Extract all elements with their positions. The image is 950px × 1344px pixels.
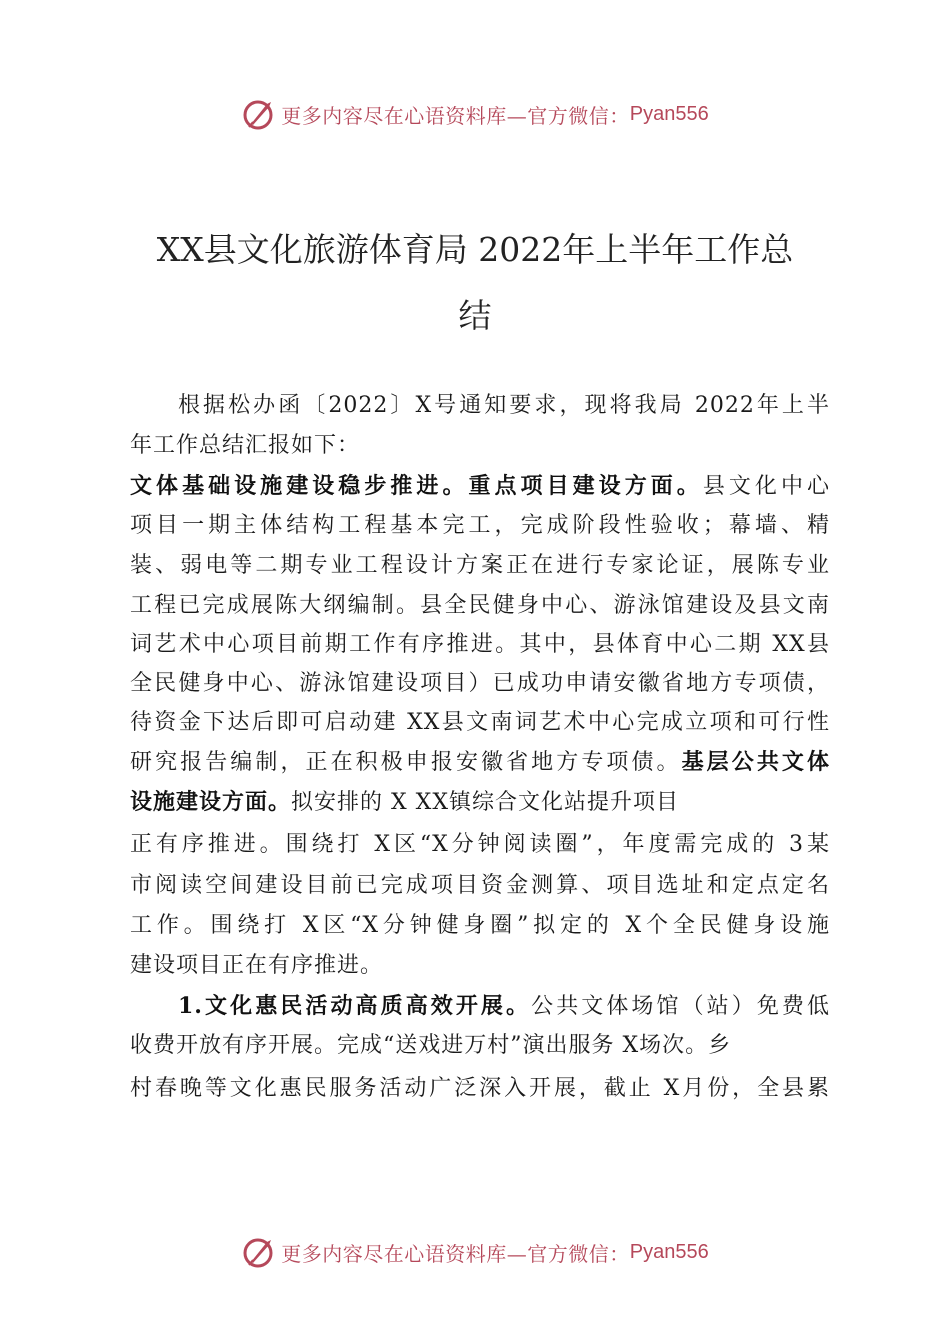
banner-text: 更多内容尽在心语资料库—官方微信： [281,103,630,128]
paragraph-text: 拟安排的 X XX镇综合文化站提升项目 [291,790,679,815]
section-heading: 文体基础设施建设稳步推进。重点项目建设方面。 [130,473,703,499]
paragraph-line: 正有序推进。围绕打 X区“X分钟阅读圈”，年度需完成的 3某 [130,832,830,857]
paragraph-line: 词艺术中心项目前期工作有序推进。其中，县体育中心二期 XX县 [130,632,830,657]
paragraph-line [178,991,830,1022]
paragraph-line: 市阅读空间建设目前已完成项目资金测算、项目选址和定点定名 [130,873,830,898]
paragraph-line: 建设项目正在有序推进。 [130,953,384,978]
section-heading: 1.文化惠民活动高质高效开展。 [178,993,532,1019]
quill-pen-logo-icon [241,1234,277,1270]
wechat-id: Pyan556 [629,1240,709,1263]
paragraph-line: 待资金下达后即可启动建 XX县文南词艺术中心完成立项和可行性 [130,710,830,735]
paragraph-line: 年工作总结汇报如下： [130,433,361,458]
paragraph-line: 全民健身中心、游泳馆建设项目）已成功申请安徽省地方专项债， [130,671,830,696]
quill-pen-logo-icon [241,96,277,132]
paragraph-line: 项目一期主体结构工程基本完工，完成阶段性验收；幕墙、精 [130,513,830,538]
paragraph-line: 收费开放有序开展。完成“送戏进万村”演出服务 X场次。乡 [130,1033,732,1058]
banner-text: 更多内容尽在心语资料库—官方微信： [281,1241,630,1266]
document-title-line-1: XX县文化旅游体育局 2022年上半年工作总 [156,230,794,269]
paragraph-line: 根据松办函〔2022〕X号通知要求，现将我局 2022年上半 [178,393,830,418]
paragraph-line: 村春晚等文化惠民服务活动广泛深入开展，截止 X月份，全县累 [130,1076,830,1101]
paragraph-line: 工程已完成展陈大纲编制。县全民健身中心、游泳馆建设及县文南 [130,593,830,618]
section-heading: 基层公共文体 [681,749,830,775]
paragraph-text: 县文化中心 [702,474,830,499]
paragraph-line [130,747,830,778]
wechat-id: Pyan556 [629,102,709,125]
footer-banner [0,1232,950,1272]
paragraph-line [130,471,830,502]
paragraph-line: 装、弱电等二期专业工程设计方案正在进行专家论证，展陈专业 [130,553,830,578]
header-banner [0,94,950,134]
paragraph-line [130,787,679,818]
paragraph-text: 研究报告编制，正在积极申报安徽省地方专项债。 [130,750,682,775]
paragraph-line: 工作。围绕打 X区“X分钟健身圈”拟定的 X个全民健身设施 [130,913,830,938]
section-heading: 设施建设方面。 [130,789,292,815]
document-title-line-2: 结 [458,296,492,335]
paragraph-text: 公共文体场馆（站）免费低 [531,994,830,1019]
